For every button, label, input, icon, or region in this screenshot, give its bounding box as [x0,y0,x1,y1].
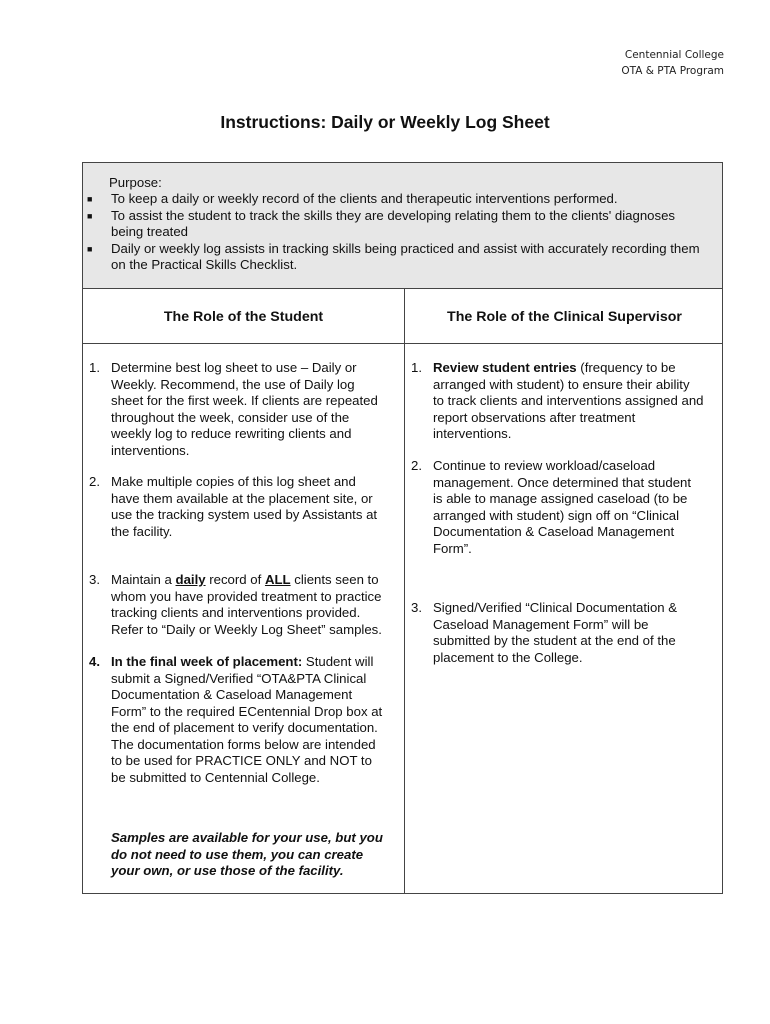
item-line: interventions. [433,426,512,441]
item-line: management. Once determined that student [433,474,692,490]
student-role-heading: The Role of the Student [163,309,324,325]
item-line: use the tracking system used by Assistants at [111,507,378,522]
item-text: record of [205,572,265,587]
purpose-bullet-text: Daily or weekly log assists in tracking skills being practiced and assist with accurately recording them on the Practical Skills Checklist. [111,240,700,272]
purpose-label: Purpose: [109,175,162,190]
item-line: arranged with student) sign off on “Clinical [433,507,680,523]
item-line: sheet for the first week. If clients are repeated [111,393,378,408]
item-line: Documentation & Caseload Management [433,524,675,539]
emphasis-final-week: In the final week of placement: [111,654,303,669]
item-body [111,572,382,638]
item-body [433,600,677,666]
purpose-bullet-text: To assist the student to track the skills they are developing relating them to the clients' diagnoses being treated [111,207,676,239]
item-line: arranged with student) to ensure their ability [433,376,690,392]
item-line: to be used for PRACTICE ONLY and NOT to [111,753,372,768]
square-bullet-icon: ■ [87,194,93,204]
item-line: Determine best log sheet to use – Daily or [111,360,357,375]
item-line: Make multiple copies of this log sheet and [111,474,356,489]
samples-note [111,830,401,880]
item-text: (frequency to be [576,360,676,375]
emphasis-review: Review student entries [433,360,577,375]
item-number: 1. [89,360,100,375]
item-line: placement to the College. [433,649,583,665]
item-line: submit a Signed/Verified “OTA&PTA Clinical [111,670,367,686]
item-number: 3. [411,600,422,615]
samples-line: Samples are available for your use, but you [111,830,383,845]
item-body [433,360,704,443]
emphasis-all: ALL [264,572,291,587]
item-line: the facility. [111,523,173,539]
emphasis-daily: daily [175,572,206,587]
item-line: Signed/Verified “Clinical Documentation & [433,600,678,615]
item-line: Form” to the required ECentennial Drop box at [111,703,383,719]
program-name: OTA & PTA Program [621,65,724,77]
item-line: throughout the week, consider use of the [111,409,350,425]
item-line: submitted by the student at the end of the [433,633,676,648]
item-number: 2. [411,458,422,473]
item-line: Refer to “Daily or Weekly Log Sheet” samples. [111,621,382,637]
item-line: interventions. [111,442,190,458]
item-number: 3. [89,572,100,587]
item-number: 1. [411,360,422,375]
item-number: 2. [89,474,100,489]
item-body [111,474,377,540]
item-body [111,360,378,459]
item-body [433,458,691,557]
item-line: is able to manage assigned caseload (to be [433,491,688,506]
item-text: clients seen to [290,572,379,587]
item-line: The documentation forms below are intended [111,736,376,752]
institution-name: Centennial College [624,49,724,61]
item-line: report observations after treatment [433,409,636,425]
square-bullet-icon: ■ [87,210,93,221]
item-line: Caseload Management Form” will be [433,616,649,632]
item-line: have them available at the placement site, or [111,490,373,506]
item-line-first [433,360,704,377]
item-line: to track clients and interventions assigned and [433,393,704,408]
samples-line: your own, or use those of the facility. [111,863,344,878]
item-line: be submitted to Centennial College. [111,769,320,785]
institution-header [621,47,724,79]
page-title: Instructions: Daily or Weekly Log Sheet [220,112,550,132]
item-line: Continue to review workload/caseload [433,458,656,473]
square-bullet-icon: ■ [87,243,93,254]
purpose-bullet-text: To keep a daily or weekly record of the clients and therapeutic interventions performed. [111,191,618,206]
item-text: Maintain a [111,572,176,587]
item-number: 4. [89,654,100,669]
samples-line: do not need to use them, you can create [111,846,364,862]
item-line: whom you have provided treatment to practice [111,588,382,604]
supervisor-column [405,163,724,895]
student-column [83,163,404,895]
item-line: Weekly. Recommend, the use of Daily log [111,376,355,392]
instructions-table [82,162,723,894]
item-line: Form”. [433,540,472,556]
item-line: Documentation & Caseload Management [111,687,353,702]
item-text: Student will [302,654,374,669]
item-line: weekly log to reduce rewriting clients and [111,426,352,441]
supervisor-role-heading: The Role of the Clinical Supervisor [447,309,682,325]
item-line-first [111,654,382,671]
item-line: tracking clients and interventions provided. [111,605,361,620]
item-body [111,654,382,786]
item-line-first [111,572,382,589]
item-line: the end of placement to verify documentation. [111,720,378,735]
